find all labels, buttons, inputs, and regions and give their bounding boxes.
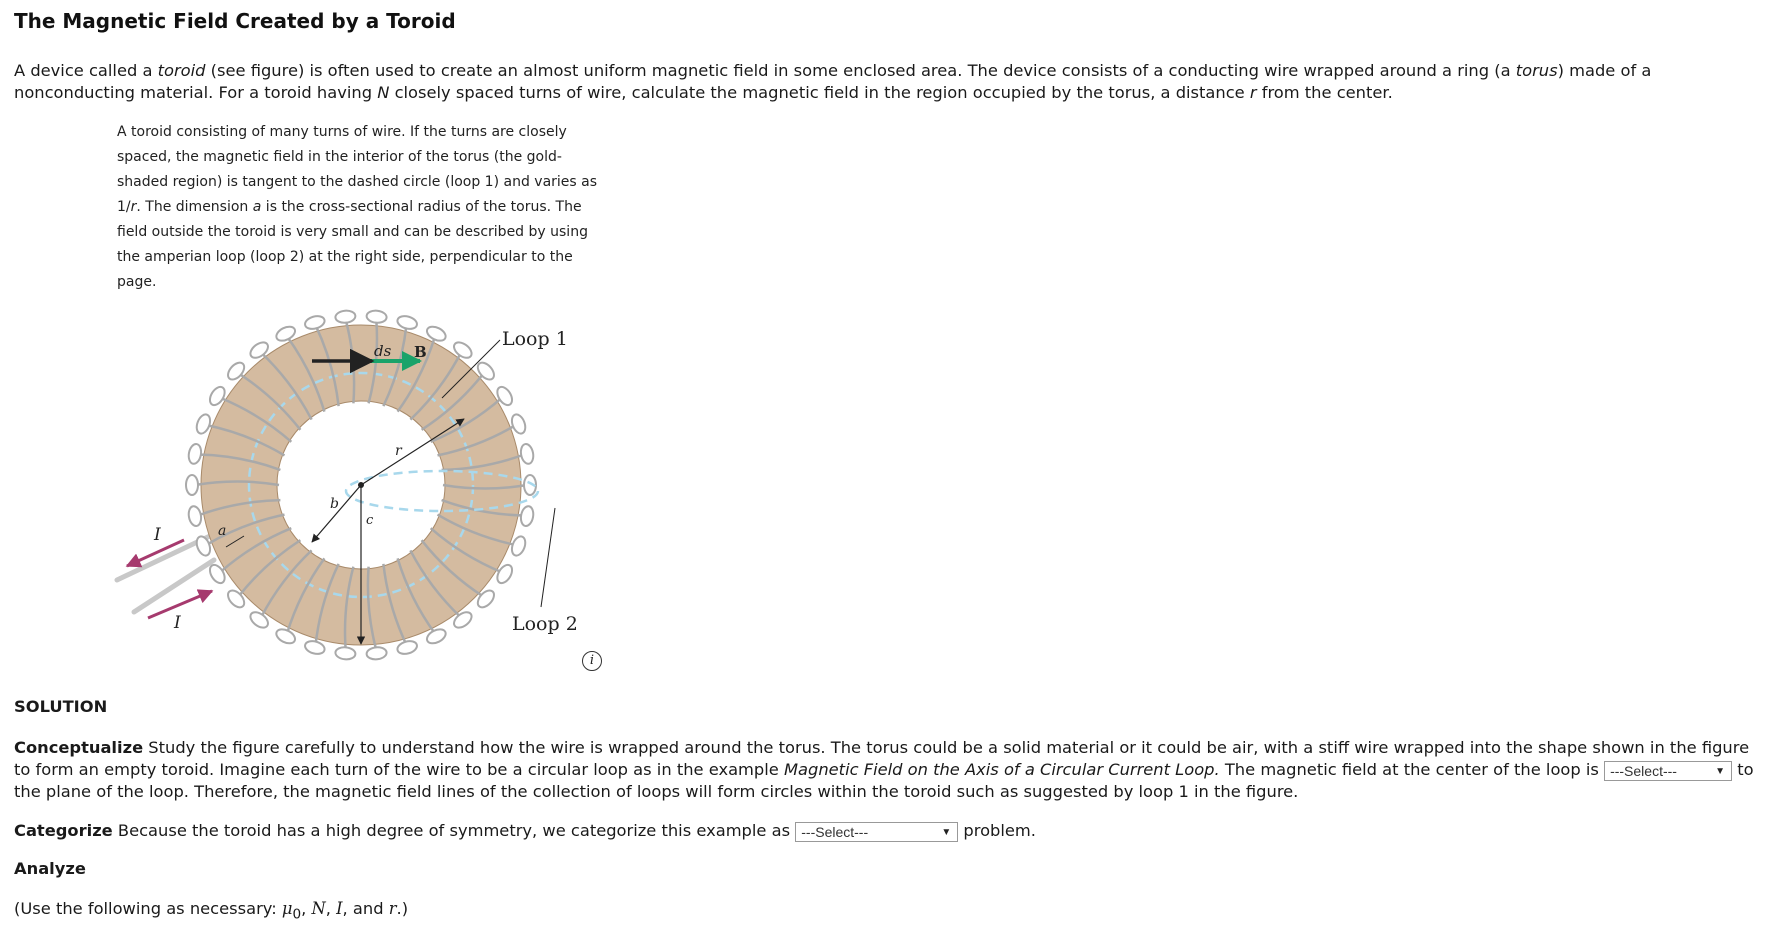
wire-turn-outer-loop [519,443,534,465]
info-icon[interactable]: i [582,651,602,671]
conceptualize-label: Conceptualize [14,738,144,757]
radius-b-line [312,485,361,542]
categorize-label: Categorize [14,821,113,840]
problem-type-select[interactable] [795,822,958,842]
wire-turn-outer-loop [187,505,202,527]
example-reference: Magnetic Field on the Axis of a Circular Current Loop. [783,760,1220,779]
figure-caption [117,120,607,295]
wire-turn-outer-loop [366,646,387,660]
categorize-paragraph [14,820,1764,842]
b-label: b [330,496,339,512]
wire-turn-outer-loop [396,314,419,331]
select-value: ---Select--- [1610,762,1677,779]
current-i-label: I [154,525,161,545]
intro-torus-term: torus [1515,61,1558,80]
c-label: c [366,513,374,528]
wire-turn-outer-loop [366,310,387,324]
variable-r: r [388,899,397,918]
intro-text: (see figure) is often used to create an almost uniform magnetic field in some enclosed area. The device consists of a conducting wire wrapped around a ring (a [205,61,1516,80]
r-label: r [395,443,402,459]
b-field-label: B [414,343,427,361]
categorize-text: Because the toroid has a high degree of symmetry, we categorize this example as [112,821,796,840]
toroid-center-point [358,482,364,488]
hint-text: , [301,899,312,918]
intro-text: ) made of a nonconducting material. For a toroid having [14,61,1652,102]
categorize-text: problem. [958,821,1036,840]
intro-text: from the center. [1256,83,1393,102]
toroid-figure [112,298,612,670]
caption-text: . The dimension [136,199,253,215]
solution-heading: SOLUTION [14,697,108,716]
caption-text: is the cross-sectional radius of the torus. The field outside the toroid is very small and can be described by using the amperian loop (loop 2) at the right side, perpendicular to the page. [117,199,588,290]
intro-variable-r: r [1249,83,1257,102]
caption-text: A toroid consisting of many turns of wire. If the turns are closely spaced, the magnetic field in the interior of the torus (the gold-shaded region) is tangent to the dashed circle (loop 1) and varies as 1/ [117,124,598,215]
variable-i: I [336,899,343,918]
page-title: The Magnetic Field Created by a Toroid [14,9,456,33]
analyze-hint [14,898,1764,925]
dropdown-arrow-icon: ▼ [941,826,952,838]
loop-2-callout-line [541,508,555,607]
wire-turn-outer-loop [304,639,327,656]
intro-text: A device called a [14,61,158,80]
hint-text: .) [396,899,409,918]
wire-turn-outer-loop [335,310,356,324]
conceptualize-text: Study the figure carefully to understand how the wire is wrapped around the torus. The torus could be a solid material or it could be air, with a stiff wire wrapped into the shape shown in the figure to form an empty toroid. Imagine each turn of the wire to be a circular loop as in the example [14,738,1750,779]
caption-variable-r: r [130,199,137,215]
ds-label: ds [374,342,392,360]
hint-text: , and [342,899,389,918]
loop-2-label: Loop 2 [512,613,578,635]
dropdown-arrow-icon: ▼ [1715,765,1726,777]
wire-turn-outer-loop [186,475,198,495]
hint-text: (Use the following as necessary: [14,899,282,918]
analyze-label: Analyze [14,859,86,878]
intro-text: closely spaced turns of wire, calculate the magnetic field in the region occupied by the torus, a distance [389,83,1250,102]
conceptualize-paragraph [14,737,1764,803]
wire-turn-outer-loop [187,443,202,465]
intro-variable-n: N [377,83,390,102]
select-value: ---Select--- [801,823,869,840]
variable-n: N [311,899,326,918]
current-i-label: I [174,613,181,633]
wire-turn-outer-loop [396,639,419,656]
loop-1-label: Loop 1 [502,328,568,350]
conceptualize-text: to the plane of the loop. Therefore, the magnetic field lines of the collection of loops will form circles within the toroid such as suggested by loop 1 in the figure. [14,760,1754,801]
wire-turn-outer-loop [335,646,356,660]
caption-variable-a: a [252,199,262,215]
variable-mu: μ [281,899,293,918]
wire-turn-outer-loop [304,314,327,331]
conceptualize-text: The magnetic field at the center of the loop is [1219,760,1605,779]
mu-subscript: 0 [292,906,302,923]
a-label: a [218,523,227,539]
intro-paragraph [14,60,1764,104]
hint-text: , [325,899,337,918]
field-direction-select[interactable] [1604,761,1732,781]
intro-toroid-term: toroid [157,61,206,80]
wire-turn-outer-loop [519,505,534,527]
